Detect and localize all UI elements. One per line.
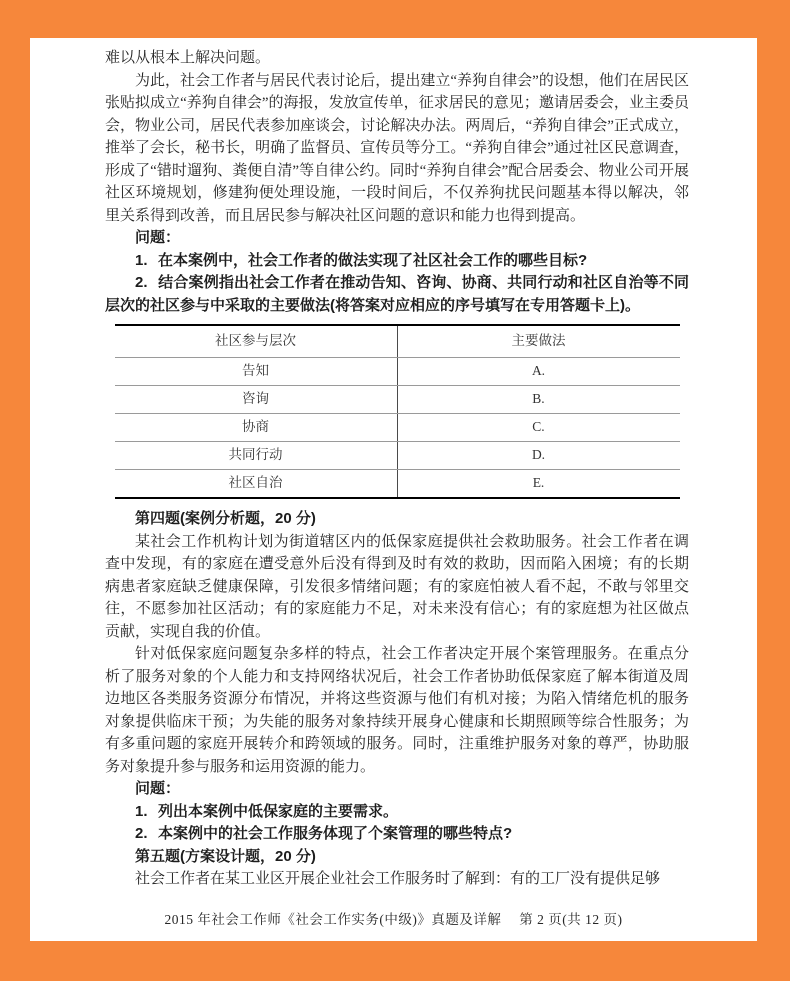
table-cell: C. [397,414,680,442]
table-cell: 社区自治 [115,470,398,499]
table-row [115,442,680,470]
table-header-cell: 社区参与层次 [115,325,398,358]
table-cell: 咨询 [115,386,398,414]
case4-title: 第四题(案例分析题，20 分) [135,510,316,527]
participation-table [115,324,680,499]
question-number: 1. [135,251,148,269]
case4-question-1 [105,801,689,824]
page-footer: 2015 年社会工作师《社会工作实务(中级)》真题及详解 第 2 页(共 12 页) [164,912,623,927]
question-number: 2. [135,274,148,291]
case3-question-2 [105,272,689,317]
table-cell: 共同行动 [115,442,398,470]
table-cell: A. [397,358,680,386]
case3-questions-label: 问题： [135,229,181,246]
question-text: 结合案例指出社会工作者在推动告知、咨询、协商、共同行动和社区自治等不同层次的社区参与中采取的主要做法(将答案对应相应的序号填写在专用答题卡上)。 [105,274,689,314]
case3-paragraph: 为此，社会工作者与居民代表讨论后，提出建立“养狗自律会”的设想，他们在居民区张贴拟成立“养狗自律会”的海报，发放宣传单，征求居民的意见；邀请居委会，业主委员会，物业公司，居民代表参加座谈会，讨论解决办法。两周后，“养狗自律会”正式成立，推举了会长，秘书长，明确了监督员、宣传员等分工。“养狗自律会”通过社区民意调查，形成了“错时遛狗、粪便自清”等自律公约。同时“养狗自律会”配合居委会、物业公司开展社区环境规划，修建狗便处理设施，一段时间后，不仅养狗扰民问题基本得以解决，邻里关系得到改善，而且居民参与解决社区问题的意识和能力也得到提高。 [105,72,689,224]
body-text [105,47,689,891]
case5-title: 第五题(方案设计题，20 分) [135,847,316,865]
question-text: 在本案例中，社会工作者的做法实现了社区社会工作的哪些目标? [158,251,588,269]
table-cell: B. [397,386,680,414]
table-row [115,470,680,499]
case4-question-2 [105,823,689,846]
question-number: 2. [135,825,148,842]
table-cell: 协商 [115,414,398,442]
paragraph-continuation: 难以从根本上解决问题。 [105,50,271,66]
case4-questions-label: 问题： [135,780,181,797]
table-row [115,414,680,442]
question-text: 列出本案例中低保家庭的主要需求。 [158,802,399,820]
table-header-row [115,325,680,358]
table-header-cell: 主要做法 [397,325,680,358]
case4-paragraph-2: 针对低保家庭问题复杂多样的特点，社会工作者决定开展个案管理服务。在重点分析了服务对象的个人能力和支持网络状况后，社会工作者协助低保家庭了解本街道及周边地区各类服务资源分布情况，并将这些资源与他们有机对接；为陷入情绪危机的服务对象提供临床干预；为失能的服务对象持续开展身心健康和长期照顾等综合性服务；为有多重问题的家庭开展转介和跨领域的服务。同时，注重维护服务对象的尊严，协助服务对象提升参与服务和运用资源的能力。 [105,646,689,775]
question-number: 1. [135,802,148,820]
case3-question-1 [105,250,689,273]
table-row [115,386,680,414]
table-row [115,358,680,386]
table-cell: D. [397,442,680,470]
case5-paragraph-1: 社会工作者在某工业区开展企业社会工作服务时了解到：有的工厂没有提供足够 [135,871,661,887]
table-cell: E. [397,470,680,499]
case4-paragraph-1: 某社会工作机构计划为街道辖区内的低保家庭提供社会救助服务。社会工作者在调查中发现，有的家庭在遭受意外后没有得到及时有效的救助，因而陷入困境；有的长期病患者家庭缺乏健康保障，引发很多情绪问题；有的家庭怕被人看不起，不敢与邻里交往，不愿参加社区活动；有的家庭能力不足，对未来没有信心；有的家庭想为社区做点贡献，实现自我的价值。 [105,533,689,640]
participation-table-wrapper [105,324,689,499]
table-cell: 告知 [115,358,398,386]
question-text: 本案例中的社会工作服务体现了个案管理的哪些特点? [158,825,513,842]
document-page [30,38,757,941]
